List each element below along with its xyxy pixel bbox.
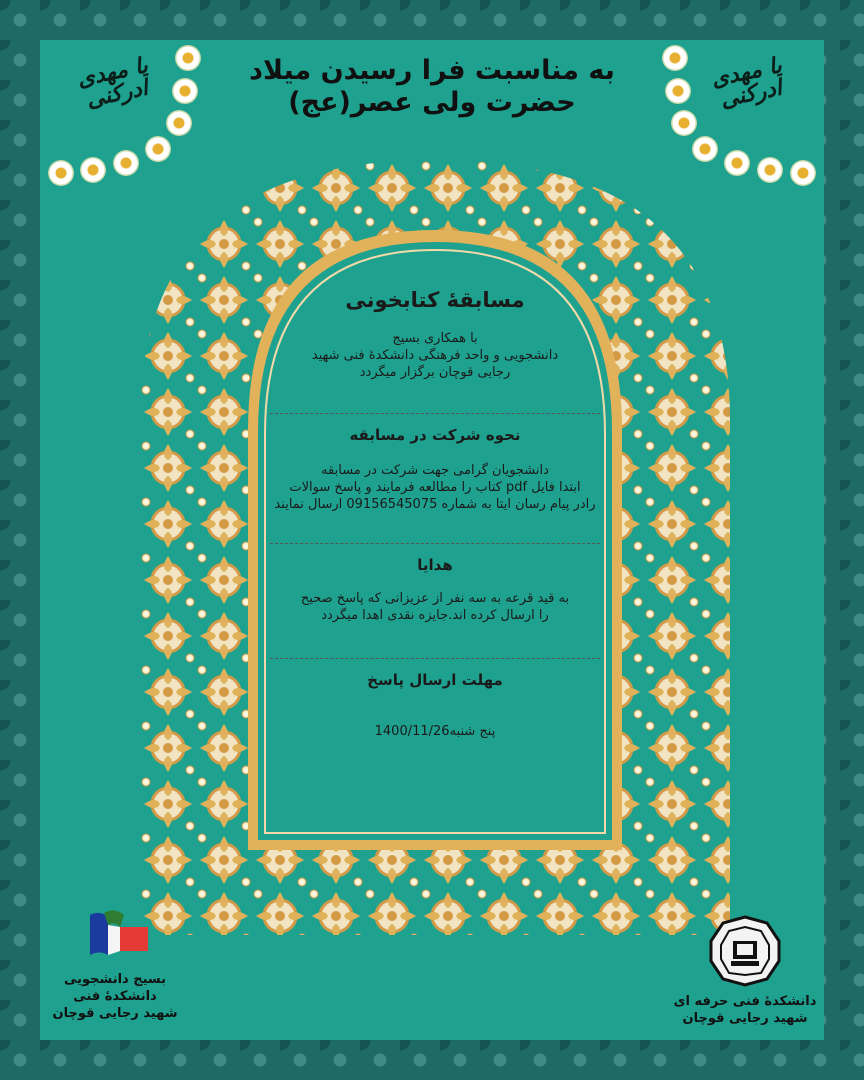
content-area [270,280,600,740]
footer-right-line1: دانشکدهٔ فنی حرفه ای [673,994,817,1009]
prizes-line1: به قید قرعه به سه نفر از عزیزانی که پاسخ صحیح [300,591,570,606]
intro-line1: با همکاری بسیج [392,331,478,346]
participation-title: نحوه شرکت در مسابقه [349,426,521,444]
flower-icon [757,157,783,183]
flower-icon [80,157,106,183]
prizes-line2: را ارسال کرده اند.جایزه نقدی اهدا میگردد [321,608,549,623]
basij-logo-icon [80,905,150,965]
deadline-title: مهلت ارسال پاسخ [367,671,503,689]
college-emblem-icon [707,915,783,987]
footer-left-line2: دانشکدهٔ فنی [73,989,157,1004]
divider [270,658,600,659]
calligraphy-left: یا مهدی ادرکنی [75,53,151,113]
participation-line2: ابتدا فایل pdf کتاب را مطالعه فرمایند و پاسخ سوالات [289,480,581,495]
participation-line3: رادر پیام رسان ایتا به شماره 09156545075 ارسال نمایند [274,497,596,512]
calligraphy-right: یا مهدی ادرکنی [709,53,785,113]
header-line2: حضرت ولی عصر(عج) [288,87,576,118]
flower-icon [665,78,691,104]
footer-left-line1: بسیج دانشجویی [63,972,167,987]
flower-icon [172,78,198,104]
header-line1: به مناسبت فرا رسیدن میلاد [249,55,615,86]
flower-icon [790,160,816,186]
flower-icon [692,136,718,162]
flower-icon [671,110,697,136]
flower-icon [166,110,192,136]
intro-line2: دانشجویی و واحد فرهنگی دانشکدهٔ فنی شهید [311,348,559,363]
intro-line3: رجایی قوچان برگزار میگردد [359,365,511,380]
contest-title: مسابقهٔ کتابخونی [345,288,525,312]
divider [270,413,600,414]
deadline-date: پنج شنبه1400/11/26 [374,724,496,739]
prizes-title: هدایا [417,556,453,574]
participation-line1: دانشجویان گرامی جهت شرکت در مسابقه [321,463,549,478]
footer-left [40,905,190,1022]
flower-icon [48,160,74,186]
flower-icon [662,45,688,71]
footer-right [660,915,830,1027]
flower-icon [113,150,139,176]
flower-icon [145,136,171,162]
divider [270,543,600,544]
footer-right-line2: شهید رجایی قوچان [682,1011,808,1026]
footer-left-line3: شهید رجایی قوچان [52,1006,178,1021]
flower-icon [175,45,201,71]
